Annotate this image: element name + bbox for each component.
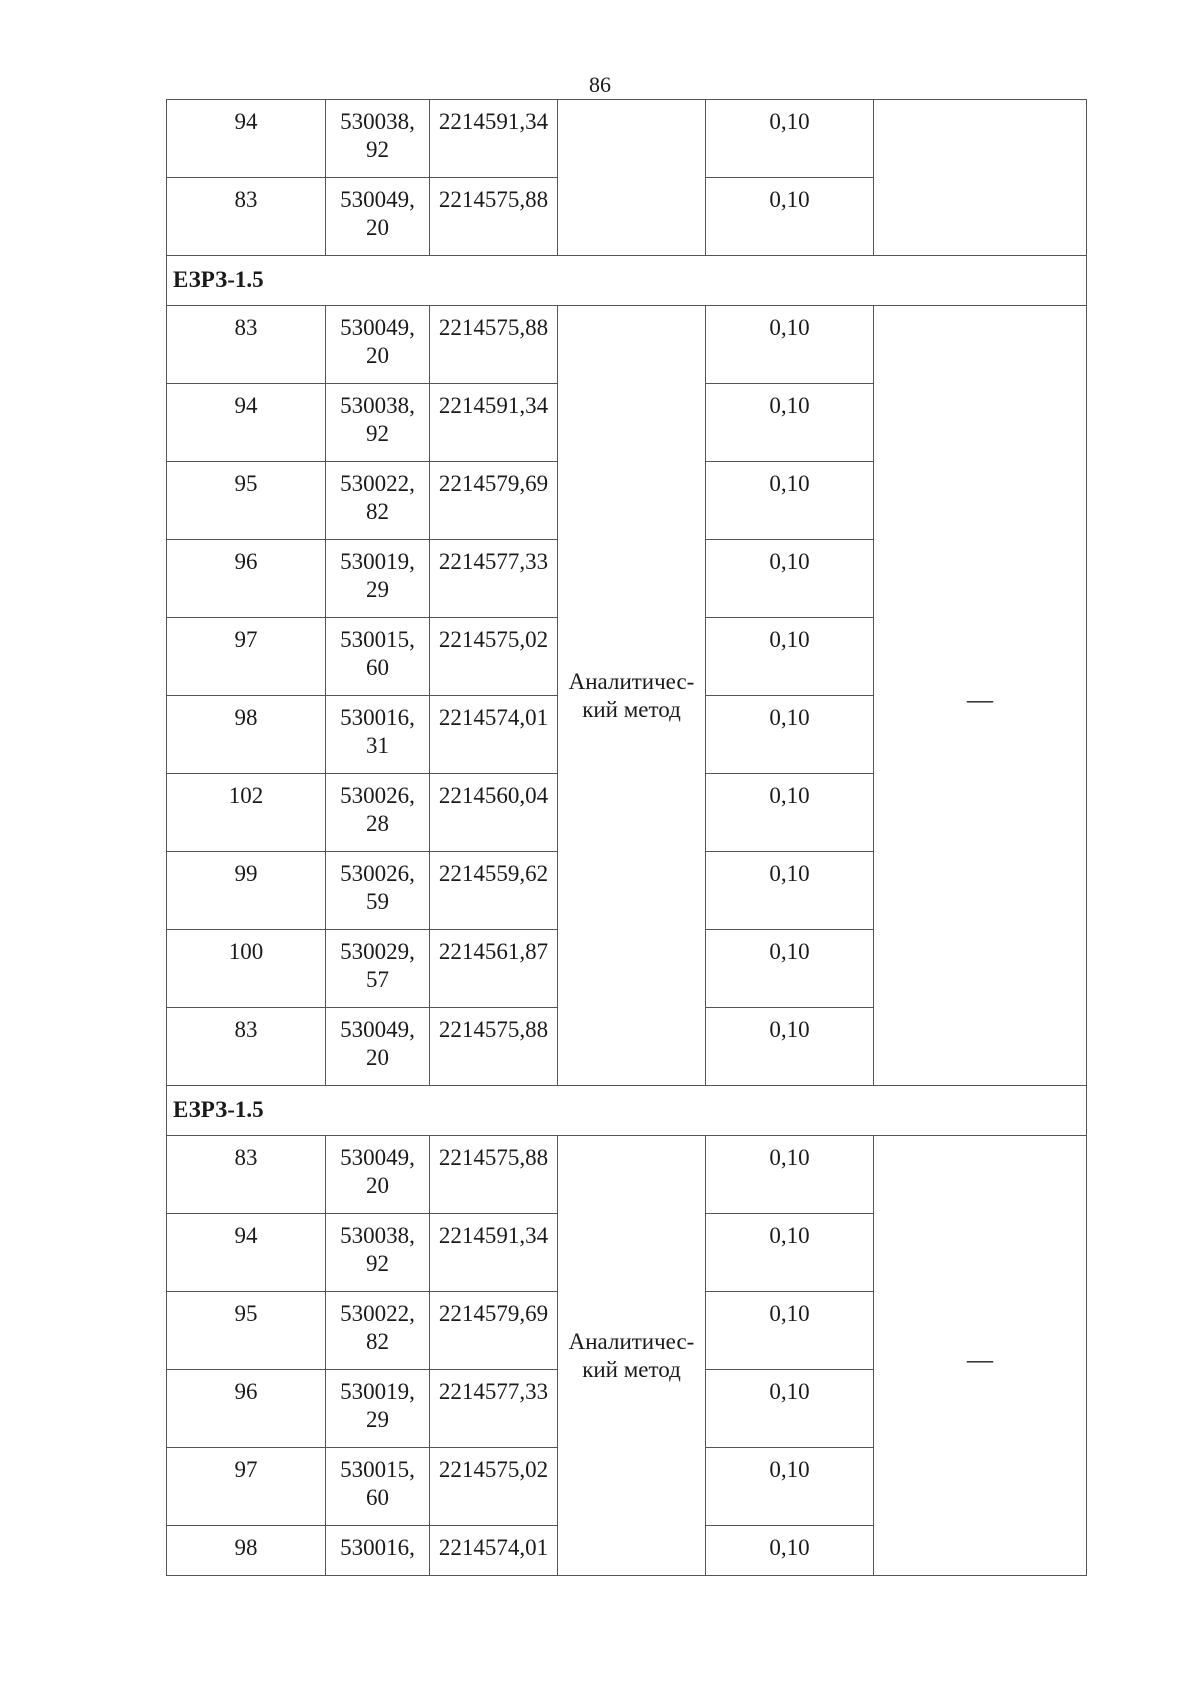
point-number-cell: 95 <box>167 1292 326 1370</box>
point-number-cell: 95 <box>167 462 326 540</box>
accuracy-cell: 0,10 <box>706 1448 874 1526</box>
point-number-cell: 83 <box>167 178 326 256</box>
accuracy-cell: 0,10 <box>706 1370 874 1448</box>
x-coordinate-cell: 530038, 92 <box>326 100 430 178</box>
accuracy-cell: 0,10 <box>706 696 874 774</box>
point-number-cell: 96 <box>167 1370 326 1448</box>
y-coordinate-cell: 2214574,01 <box>430 696 558 774</box>
x-coordinate-cell: 530038, 92 <box>326 384 430 462</box>
y-coordinate-cell: 2214575,88 <box>430 178 558 256</box>
y-coordinate-cell: 2214591,34 <box>430 1214 558 1292</box>
y-coordinate-cell: 2214561,87 <box>430 930 558 1008</box>
y-coordinate-cell: 2214577,33 <box>430 1370 558 1448</box>
x-coordinate-cell: 530029, 57 <box>326 930 430 1008</box>
y-coordinate-cell: 2214575,02 <box>430 1448 558 1526</box>
accuracy-cell: 0,10 <box>706 1136 874 1214</box>
accuracy-cell: 0,10 <box>706 618 874 696</box>
table-row <box>167 1136 1087 1214</box>
accuracy-cell: 0,10 <box>706 384 874 462</box>
point-number-cell: 94 <box>167 100 326 178</box>
x-coordinate-cell: 530015, 60 <box>326 618 430 696</box>
point-number-cell: 97 <box>167 1448 326 1526</box>
point-number-cell: 98 <box>167 696 326 774</box>
y-coordinate-cell: 2214579,69 <box>430 1292 558 1370</box>
point-number-cell: 94 <box>167 384 326 462</box>
x-coordinate-cell: 530049, 20 <box>326 178 430 256</box>
accuracy-cell: 0,10 <box>706 100 874 178</box>
x-coordinate-cell: 530038, 92 <box>326 1214 430 1292</box>
x-coordinate-cell: 530016, 31 <box>326 696 430 774</box>
x-coordinate-cell: 530049, 20 <box>326 1136 430 1214</box>
x-coordinate-cell: 530049, 20 <box>326 1008 430 1086</box>
method-cell: Аналитичес- кий метод <box>558 306 706 1086</box>
point-number-cell: 83 <box>167 1136 326 1214</box>
y-coordinate-cell: 2214575,88 <box>430 1008 558 1086</box>
x-coordinate-cell: 530026, 59 <box>326 852 430 930</box>
x-coordinate-cell: 530049, 20 <box>326 306 430 384</box>
y-coordinate-cell: 2214577,33 <box>430 540 558 618</box>
section-header-row <box>167 256 1087 306</box>
point-number-cell: 96 <box>167 540 326 618</box>
x-coordinate-cell: 530022, 82 <box>326 462 430 540</box>
point-number-cell: 94 <box>167 1214 326 1292</box>
x-coordinate-cell: 530019, 29 <box>326 1370 430 1448</box>
page-number: 86 <box>589 72 611 97</box>
accuracy-cell: 0,10 <box>706 930 874 1008</box>
point-number-cell: 97 <box>167 618 326 696</box>
point-number-cell: 83 <box>167 306 326 384</box>
table-body <box>167 100 1087 1576</box>
accuracy-cell: 0,10 <box>706 852 874 930</box>
note-cell: — <box>874 306 1087 1086</box>
accuracy-cell: 0,10 <box>706 1008 874 1086</box>
y-coordinate-cell: 2214574,01 <box>430 1526 558 1576</box>
method-cell: Аналитичес- кий метод <box>558 1136 706 1576</box>
y-coordinate-cell: 2214591,34 <box>430 100 558 178</box>
y-coordinate-cell: 2214559,62 <box>430 852 558 930</box>
point-number-cell: 100 <box>167 930 326 1008</box>
x-coordinate-cell: 530015, 60 <box>326 1448 430 1526</box>
x-coordinate-cell: 530019, 29 <box>326 540 430 618</box>
point-number-cell: 83 <box>167 1008 326 1086</box>
method-cell <box>558 100 706 256</box>
section-title: ЕЗРЗ-1.5 <box>167 256 1087 306</box>
accuracy-cell: 0,10 <box>706 306 874 384</box>
accuracy-cell: 0,10 <box>706 1526 874 1576</box>
accuracy-cell: 0,10 <box>706 540 874 618</box>
table-row <box>167 306 1087 384</box>
y-coordinate-cell: 2214591,34 <box>430 384 558 462</box>
accuracy-cell: 0,10 <box>706 774 874 852</box>
y-coordinate-cell: 2214575,88 <box>430 306 558 384</box>
x-coordinate-cell: 530026, 28 <box>326 774 430 852</box>
point-number-cell: 98 <box>167 1526 326 1576</box>
table-row <box>167 100 1087 178</box>
accuracy-cell: 0,10 <box>706 178 874 256</box>
accuracy-cell: 0,10 <box>706 1292 874 1370</box>
section-title: ЕЗРЗ-1.5 <box>167 1086 1087 1136</box>
y-coordinate-cell: 2214575,02 <box>430 618 558 696</box>
note-cell: — <box>874 1136 1087 1576</box>
coordinates-table <box>166 99 1087 1576</box>
y-coordinate-cell: 2214579,69 <box>430 462 558 540</box>
y-coordinate-cell: 2214560,04 <box>430 774 558 852</box>
accuracy-cell: 0,10 <box>706 1214 874 1292</box>
note-cell <box>874 100 1087 256</box>
point-number-cell: 102 <box>167 774 326 852</box>
x-coordinate-cell: 530022, 82 <box>326 1292 430 1370</box>
point-number-cell: 99 <box>167 852 326 930</box>
section-header-row <box>167 1086 1087 1136</box>
accuracy-cell: 0,10 <box>706 462 874 540</box>
y-coordinate-cell: 2214575,88 <box>430 1136 558 1214</box>
x-coordinate-cell: 530016, <box>326 1526 430 1576</box>
